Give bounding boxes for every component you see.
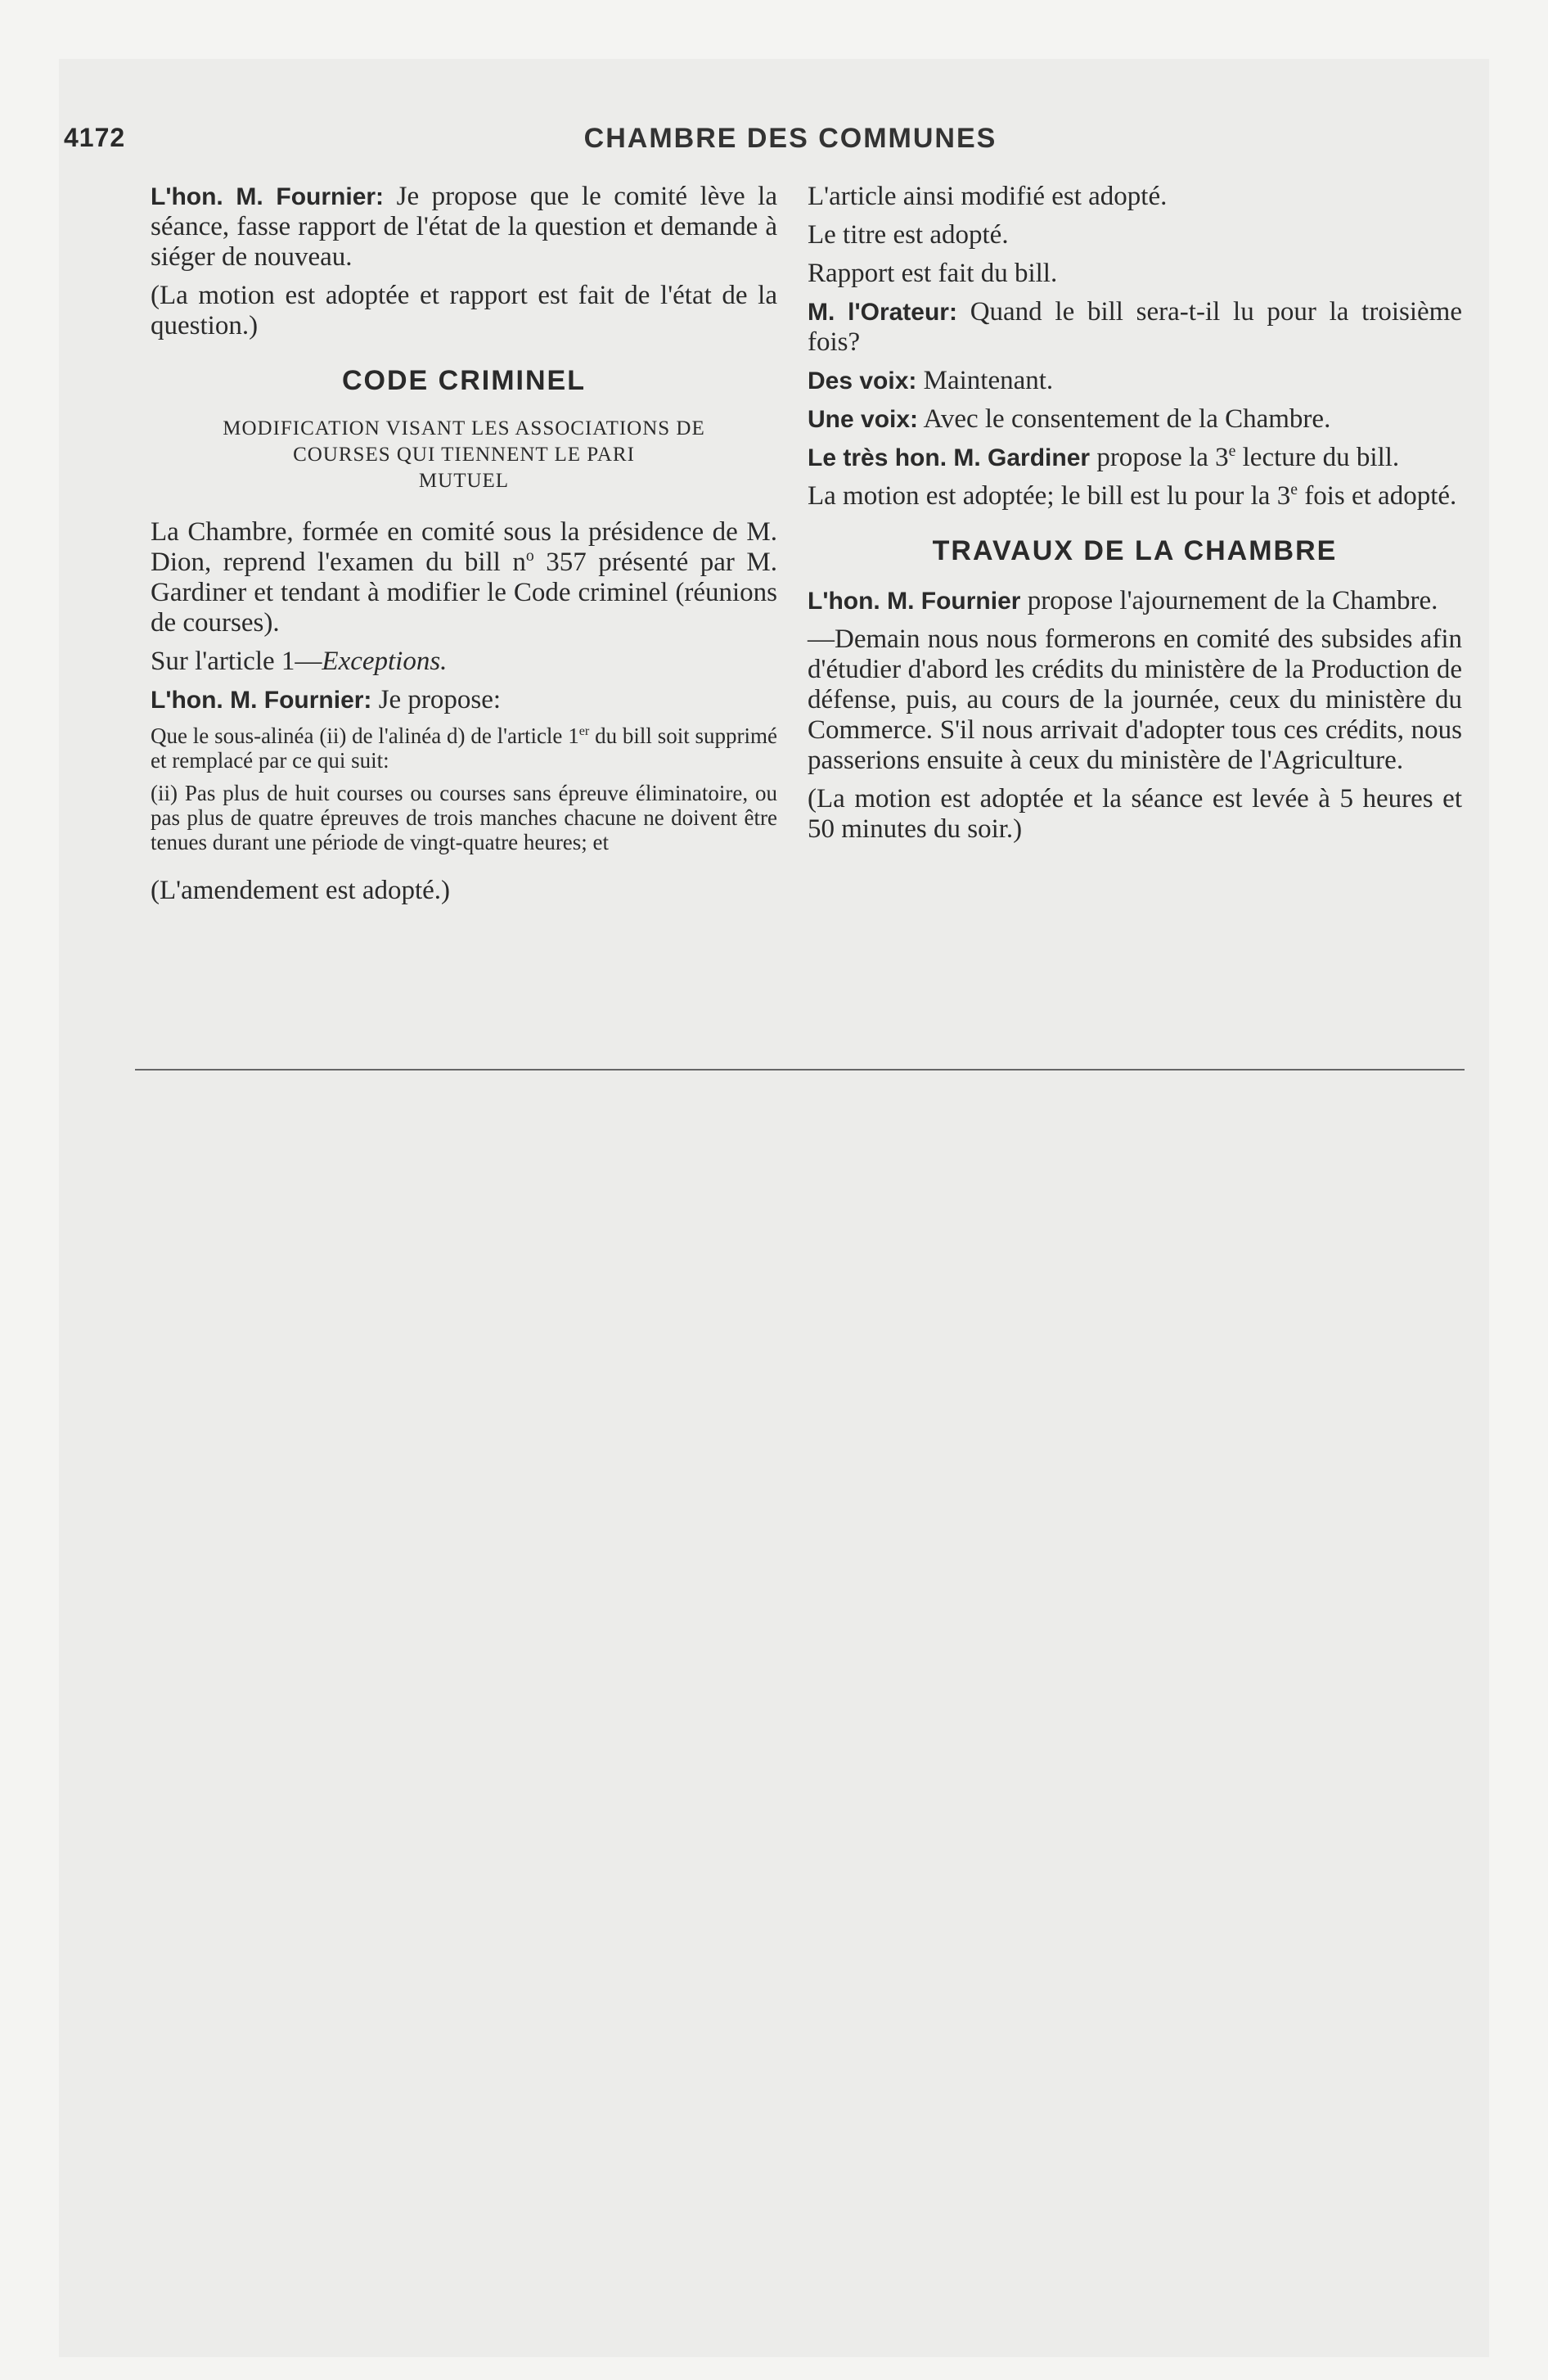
paragraph-committee bbox=[151, 517, 777, 638]
paragraph-sitting-adjourned: (La motion est adoptée et la séance est levée à 5 heures et 50 minutes du soir.) bbox=[808, 784, 1462, 844]
paragraph-motion-adopted: (La motion est adoptée et rapport est fait de l'état de la question.) bbox=[151, 281, 777, 340]
text-run: Que le sous-alinéa (ii) de l'alinéa d) de l'article 1 bbox=[151, 723, 579, 748]
speech-text: Quand le bill sera-t-il lu pour la troisième fois? bbox=[808, 297, 1462, 357]
speech-text: Avec le consentement de la Chambre. bbox=[918, 404, 1331, 434]
paragraph-article bbox=[151, 647, 777, 677]
speaker-name: M. l'Orateur: bbox=[808, 299, 957, 326]
superscript: e bbox=[1228, 442, 1236, 460]
quoted-amendment bbox=[151, 723, 777, 773]
paragraph-une-voix bbox=[808, 404, 1462, 435]
paragraph-title-adopted: Le titre est adopté. bbox=[808, 220, 1009, 250]
spacer bbox=[151, 863, 777, 876]
page-number: 4172 bbox=[64, 123, 126, 152]
speech-text: propose l'ajournement de la Chambre. bbox=[1020, 586, 1438, 615]
text-run: La motion est adoptée; le bill est lu pour la 3 bbox=[808, 481, 1291, 511]
paragraph-fournier-motion bbox=[151, 182, 777, 273]
paragraph-bill-adopted bbox=[808, 481, 1462, 512]
superscript: e bbox=[1290, 480, 1298, 498]
speech-text: propose la 3 bbox=[1090, 443, 1229, 472]
speech-text: lecture du bill. bbox=[1235, 443, 1400, 472]
end-rule bbox=[135, 1069, 1465, 1071]
paragraph-des-voix bbox=[808, 366, 1462, 396]
paragraph-business-tomorrow: —Demain nous nous formerons en comité des subsides afin d'étudier d'abord les crédits du ministère de la Production de défense, puis, au cours de la journée, ceux du ministère du Commerce. S'il nous arrivait d'adopter tous ces crédits, nous passerions ensuite à ceux du ministère de l'Agriculture. bbox=[808, 624, 1462, 775]
subheading-line: COURSES QUI TIENNENT LE PARI bbox=[293, 444, 635, 466]
paragraph-report: Rapport est fait du bill. bbox=[808, 259, 1058, 288]
subheading-line: MODIFICATION VISANT LES ASSOCIATIONS DE bbox=[223, 417, 705, 439]
paragraph-fournier-adjournment bbox=[808, 586, 1462, 616]
paragraph-fournier-propose bbox=[151, 685, 777, 715]
speaker-name: Le très hon. M. Gardiner bbox=[808, 444, 1091, 471]
text-run: Sur l'article 1— bbox=[151, 647, 322, 676]
speaker-name: L'hon. M. Fournier: bbox=[151, 183, 385, 210]
speaker-name: Une voix: bbox=[808, 406, 919, 433]
right-column bbox=[808, 182, 1462, 853]
text-run: La Chambre, formée en comité sous la présidence de M. Dion, reprend l'examen du bill n bbox=[151, 517, 777, 577]
section-heading-code-criminel: CODE CRIMINEL bbox=[342, 365, 586, 396]
section-heading-travaux: TRAVAUX DE LA CHAMBRE bbox=[932, 535, 1338, 566]
speech-text: Je propose que le comité lève la séance, fasse rapport de l'état de la question et demande à siéger de nouveau. bbox=[151, 182, 777, 272]
superscript: er bbox=[578, 723, 590, 738]
section-subheading bbox=[151, 416, 777, 494]
italic-text: Exceptions. bbox=[322, 647, 448, 676]
speaker-name: L'hon. M. Fournier: bbox=[151, 687, 372, 714]
text-run: du bill soit supprimé et remplacé par ce qui suit: bbox=[151, 723, 777, 773]
speaker-name: L'hon. M. Fournier bbox=[808, 588, 1021, 615]
running-title: CHAMBRE DES COMMUNES bbox=[583, 123, 997, 154]
paragraph-gardiner bbox=[808, 443, 1462, 473]
superscript: o bbox=[525, 547, 534, 565]
subheading-line: MUTUEL bbox=[418, 470, 510, 492]
speech-text: Maintenant. bbox=[916, 366, 1054, 395]
paragraph-article-adopted: L'article ainsi modifié est adopté. bbox=[808, 182, 1168, 211]
text-run: 357 présenté par M. Gardiner et tendant à modifier le Code criminel (réunions de courses). bbox=[151, 548, 777, 638]
paragraph-amendment-adopted: (L'amendement est adopté.) bbox=[151, 876, 451, 905]
left-column bbox=[151, 182, 777, 914]
quoted-subparagraph: (ii) Pas plus de huit courses ou courses sans épreuve éliminatoire, ou pas plus de quatre épreuves de trois manches chacune ne doivent être tenues durant une période de vingt-quatre heures; et bbox=[151, 781, 777, 854]
speaker-name: Des voix: bbox=[808, 367, 917, 394]
text-run: fois et adopté. bbox=[1297, 481, 1457, 511]
paragraph-orateur bbox=[808, 297, 1462, 358]
speech-text: Je propose: bbox=[371, 685, 502, 714]
